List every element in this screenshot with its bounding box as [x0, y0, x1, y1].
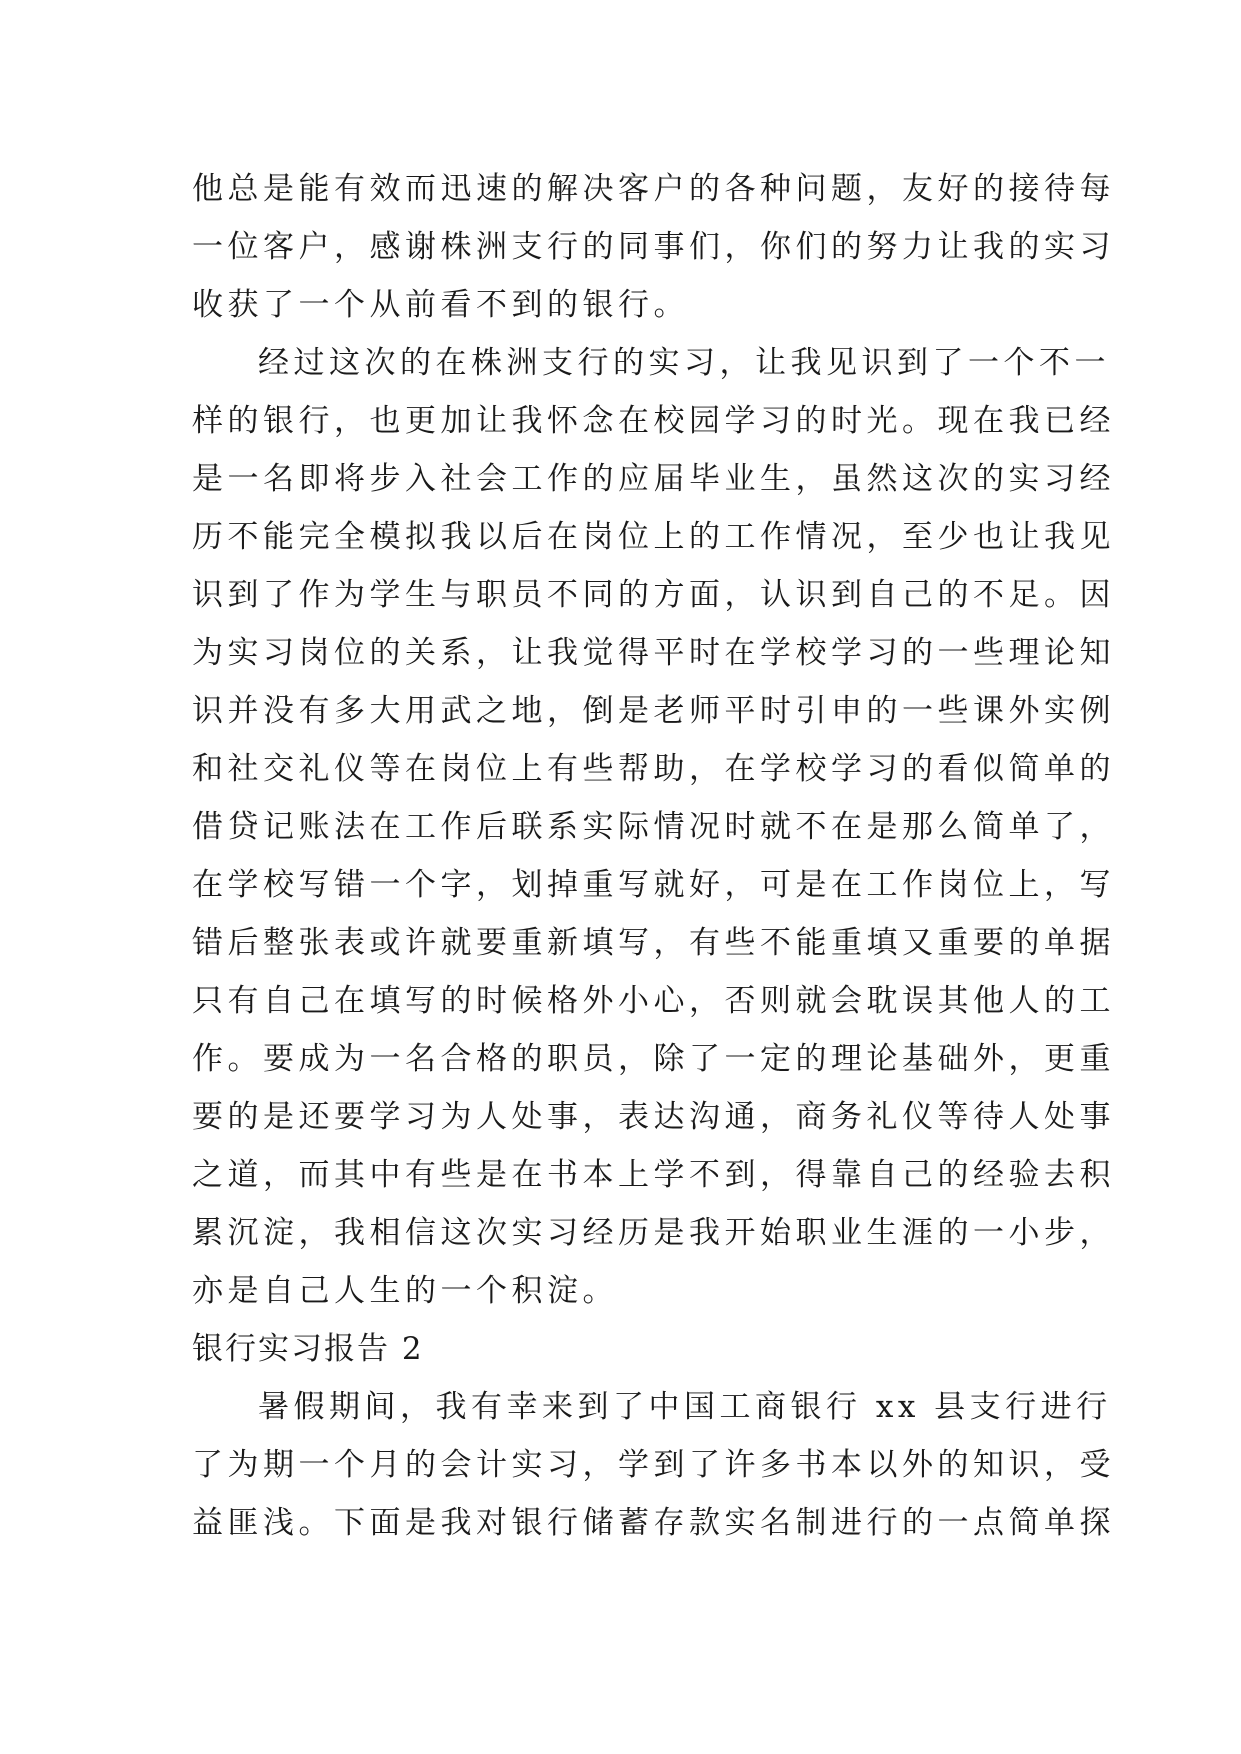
text-line: 累沉淀，我相信这次实习经历是我开始职业生涯的一小步，	[192, 1215, 1115, 1251]
text-line: 为实习岗位的关系，让我觉得平时在学校学习的一些理论知	[192, 635, 1115, 671]
text-line: 识到了作为学生与职员不同的方面，认识到自己的不足。因	[192, 577, 1115, 613]
text-line: 一位客户，感谢株洲支行的同事们，你们的努力让我的实习	[192, 229, 1115, 265]
text-line: 和社交礼仪等在岗位上有些帮助，在学校学习的看似简单的	[192, 751, 1115, 787]
text-line: 识并没有多大用武之地，倒是老师平时引申的一些课外实例	[192, 693, 1115, 729]
paragraph	[192, 160, 1115, 334]
text-line: 经过这次的在株洲支行的实习，让我见识到了一个不一	[258, 345, 1110, 381]
text-line: 收获了一个从前看不到的银行。	[192, 287, 689, 323]
text-line: 错后整张表或许就要重新填写，有些不能重填又重要的单据	[192, 925, 1115, 961]
text-line: 暑假期间，我有幸来到了中国工商银行 xx 县支行进行	[258, 1389, 1112, 1425]
text-line: 益匪浅。下面是我对银行储蓄存款实名制进行的一点简单探	[192, 1505, 1115, 1541]
text-line: 之道，而其中有些是在书本上学不到，得靠自己的经验去积	[192, 1157, 1115, 1193]
text-line: 是一名即将步入社会工作的应届毕业生，虽然这次的实习经	[192, 461, 1115, 497]
section-heading	[192, 1320, 1052, 1378]
text-line: 只有自己在填写的时候格外小心，否则就会耽误其他人的工	[192, 983, 1115, 1019]
text-line: 在学校写错一个字，划掉重写就好，可是在工作岗位上，写	[192, 867, 1115, 903]
paragraph	[192, 1378, 1115, 1552]
text-line: 借贷记账法在工作后联系实际情况时就不在是那么简单了，	[192, 809, 1115, 845]
section-title: 银行实习报告 2	[192, 1331, 424, 1367]
text-line: 作。要成为一名合格的职员，除了一定的理论基础外，更重	[192, 1041, 1115, 1077]
text-line: 历不能完全模拟我以后在岗位上的工作情况，至少也让我见	[192, 519, 1115, 555]
paragraph	[192, 334, 1115, 1320]
text-line: 了为期一个月的会计实习，学到了许多书本以外的知识，受	[192, 1447, 1115, 1483]
document-body	[192, 160, 1115, 1552]
text-line: 他总是能有效而迅速的解决客户的各种问题，友好的接待每	[192, 171, 1115, 207]
text-line: 亦是自己人生的一个积淀。	[192, 1273, 618, 1309]
text-line: 要的是还要学习为人处事，表达沟通，商务礼仪等待人处事	[192, 1099, 1115, 1135]
text-line: 样的银行，也更加让我怀念在校园学习的时光。现在我已经	[192, 403, 1115, 439]
